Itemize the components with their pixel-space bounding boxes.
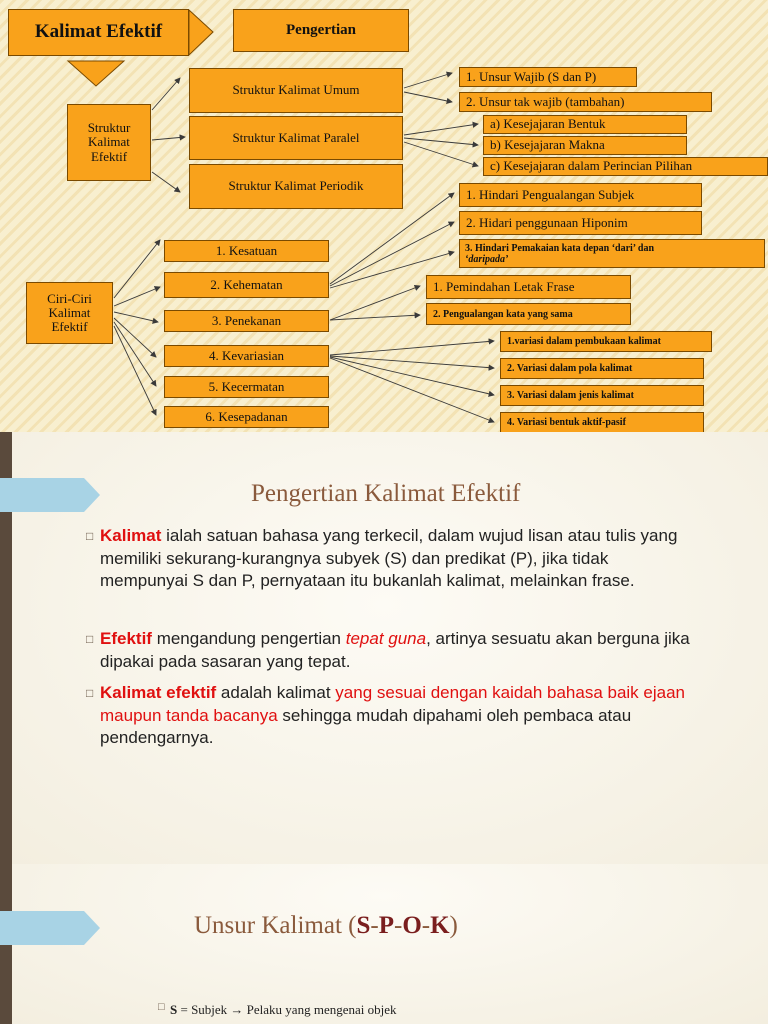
penekanan-item: 2. Pengualangan kata yang sama	[426, 303, 631, 325]
kevariasian-item: 2. Variasi dalam pola kalimat	[500, 358, 704, 379]
pengertian-box: Pengertian	[233, 9, 409, 52]
kehematan-item	[459, 239, 765, 268]
kehematan-item: 2. Hidari penggunaan Hiponim	[459, 211, 702, 235]
letter-p: P	[378, 912, 394, 939]
paralel-item: c) Kesejajaran dalam Perincian Pilihan	[483, 157, 768, 176]
ciri-line1: Ciri-Ciri	[47, 290, 92, 306]
hollow-square-bullet-icon: □	[158, 1001, 165, 1013]
highlight-kaidah: yang sesuai dengan kaidah bahasa baik ejaan maupun tanda bacanya	[100, 683, 686, 725]
penekanan-item: 1. Pemindahan Letak Frase	[426, 275, 631, 299]
term-kalimat-efektif: Kalimat efektif	[100, 683, 217, 702]
title-sep: -	[421, 912, 431, 939]
chevron-down-icon	[68, 61, 124, 86]
struktur-line1: Struktur	[87, 120, 131, 136]
paragraph-kalimat-efektif	[86, 682, 700, 750]
paragraph-text: sehingga mudah dipahami oleh pembaca atau pendengarnya.	[100, 705, 632, 747]
paragraph-text: adalah kalimat	[216, 683, 336, 702]
ciri-item-kesatuan: 1. Kesatuan	[164, 240, 329, 262]
paralel-item: a) Kesejajaran Bentuk	[483, 115, 687, 134]
hollow-square-bullet-icon: □	[86, 529, 94, 543]
main-title-box: Kalimat Efektif	[8, 9, 189, 56]
umum-item: 2. Unsur tak wajib (tambahan)	[459, 92, 712, 112]
paragraph-kalimat	[86, 525, 700, 593]
kehematan-item: 1. Hindari Pengualangan Subjek	[459, 183, 702, 207]
kevariasian-item: 3. Variasi dalam jenis kalimat	[500, 385, 704, 406]
slide-title	[194, 912, 458, 940]
ciri-item-kesepadanan: 6. Kesepadanan	[164, 406, 329, 428]
struktur-item-paralel: Struktur Kalimat Paralel	[189, 116, 403, 160]
mindmap-slide	[0, 0, 768, 432]
title-suffix: )	[449, 912, 458, 939]
ciri-item-kehematan: 2. Kehematan	[164, 272, 329, 298]
paragraph-text: , artinya sesuatu akan berguna jika dipakai pada sasaran yang tepat.	[100, 629, 690, 671]
hollow-square-bullet-icon: □	[86, 632, 94, 646]
unsur-kalimat-slide	[0, 864, 768, 1024]
struktur-line3: Efektif	[90, 148, 128, 164]
hollow-square-bullet-icon: □	[86, 686, 94, 700]
chevron-right-icon	[189, 10, 213, 55]
title-sep: -	[370, 912, 379, 939]
slide-tab-decoration	[0, 478, 100, 512]
letter-k: K	[430, 912, 450, 939]
struktur-box	[67, 104, 151, 181]
ciri-line2: Kalimat	[48, 304, 91, 320]
term-s: S	[170, 1002, 178, 1017]
ciri-item-kecermatan: 5. Kecermatan	[164, 376, 329, 398]
struktur-item-umum: Struktur Kalimat Umum	[189, 68, 403, 113]
ciri-line3: Efektif	[51, 319, 88, 335]
kehematan-item3-italic: ‘daripada’	[465, 253, 509, 265]
struktur-item-periodik: Struktur Kalimat Periodik	[189, 164, 403, 209]
paragraph-text: ialah satuan bahasa yang terkecil, dalam wujud lisan atau tulis yang memiliki sekurang-kurangnya subyek (S) dan predikat (P), jika tidak mempunyai S dan P, pernyataan itu bukanlah kalimat, melainkan frase.	[100, 526, 678, 590]
umum-item: 1. Unsur Wajib (S dan P)	[459, 67, 637, 87]
pengertian-slide	[0, 432, 768, 864]
kevariasian-item: 1.variasi dalam pembukaan kalimat	[500, 331, 712, 352]
term-kalimat: Kalimat	[100, 526, 162, 545]
slide-tab-decoration	[0, 911, 100, 945]
paragraph-text: mengandung pengertian	[151, 629, 346, 648]
bullet-subjek	[158, 1001, 397, 1018]
kevariasian-item: 4. Variasi bentuk aktif-pasif	[500, 412, 704, 432]
term-efektif: Efektif	[100, 629, 152, 648]
title-prefix: Unsur Kalimat (	[194, 912, 357, 939]
kehematan-item3-text: 3. Hindari Pemakaian kata depan ‘dari’ dan	[465, 242, 655, 254]
slide-title: Pengertian Kalimat Efektif	[251, 480, 521, 507]
ciri-box	[26, 282, 113, 344]
letter-o: O	[402, 912, 422, 939]
paragraph-efektif	[86, 628, 700, 673]
ciri-item-penekanan: 3. Penekanan	[164, 310, 329, 332]
term-tepat-guna: tepat guna	[345, 629, 427, 648]
paralel-item: b) Kesejajaran Makna	[483, 136, 687, 155]
title-sep: -	[393, 912, 403, 939]
ciri-item-kevariasian: 4. Kevariasian	[164, 345, 329, 367]
struktur-line2: Kalimat	[88, 134, 130, 150]
bullet-text: = Subjek → Pelaku yang mengenai objek	[177, 1002, 397, 1017]
letter-s: S	[356, 912, 371, 939]
